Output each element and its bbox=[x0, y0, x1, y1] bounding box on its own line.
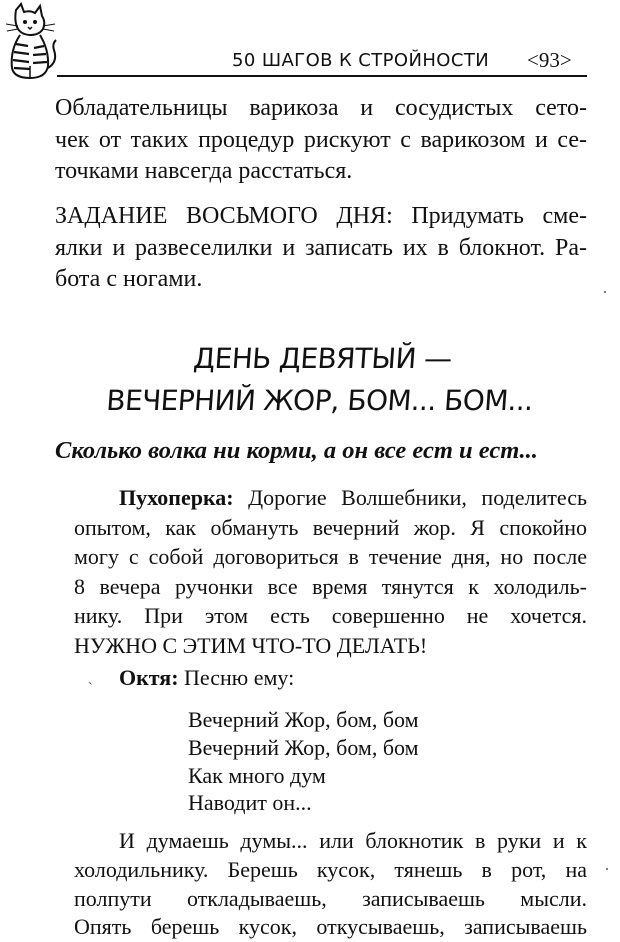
text-line bbox=[74, 483, 587, 513]
dialog-entry bbox=[74, 483, 587, 661]
text-line: бота с ногами. bbox=[55, 266, 203, 292]
text-line: нику. При этом есть совершенно не хочется. bbox=[74, 603, 587, 629]
text-line: ЗАДАНИЕ ВОСЬМОГО ДНЯ: Придумать сме- bbox=[55, 203, 587, 229]
text-line: могу с собой договориться в течение дня, но после bbox=[74, 544, 587, 570]
song-verse bbox=[188, 706, 419, 817]
task-paragraph bbox=[55, 201, 587, 296]
verse-line: Вечерний Жор, бом, бом bbox=[188, 734, 419, 760]
text-line: Обладательницы варикоза и сосудистых сето- bbox=[55, 95, 587, 121]
chapter-title-line: ДЕНЬ ДЕВЯТЫЙ — bbox=[192, 342, 453, 375]
text-line: Опять берешь кусок, откусываешь, записываешь bbox=[74, 914, 587, 940]
dialog-text: Дорогие Волшебники, поделитесь bbox=[233, 485, 587, 510]
text-line: холодильнику. Берешь кусок, тянешь в рот, на bbox=[74, 856, 587, 882]
scan-speck bbox=[606, 868, 608, 870]
dialog-entry bbox=[74, 663, 587, 693]
chapter-title bbox=[52, 338, 590, 422]
speaker-name: Октя: bbox=[119, 665, 179, 690]
text-line: 8 вечера ручонки все время тянутся к холодиль- bbox=[74, 573, 587, 599]
dialog-text: Песню ему: bbox=[178, 665, 295, 690]
speaker-name: Пухоперка: bbox=[119, 485, 234, 510]
margin-mark: ˴ bbox=[88, 675, 93, 690]
header-title: 50 ШАГОВ К СТРОЙНОСТИ bbox=[232, 50, 490, 71]
closing-paragraph bbox=[74, 827, 587, 942]
text-line: полпути откладываешь, записываешь мысли. bbox=[74, 885, 587, 911]
text-line: опытом, как обмануть вечерний жор. Я спокойно bbox=[74, 514, 587, 540]
text-line: чек от таких процедур рискуют с варикозом и се- bbox=[55, 126, 587, 153]
running-header bbox=[0, 44, 620, 78]
text-line: НУЖНО С ЭТИМ ЧТО-ТО ДЕЛАТЬ! bbox=[74, 632, 428, 658]
text-line: И думаешь думы... или блокнотик в руки и к bbox=[119, 828, 587, 853]
page-number: <93> bbox=[527, 48, 572, 72]
text-line: точками навсегда расстаться. bbox=[55, 158, 353, 184]
chapter-title-line: ВЕЧЕРНИЙ ЖОР, БОМ... БОМ... bbox=[105, 384, 534, 417]
verse-line: Наводит он... bbox=[188, 790, 312, 816]
verse-line: Как много дум bbox=[188, 762, 326, 788]
header-rule bbox=[57, 75, 587, 77]
text-line: ялки и развеселилки и записать их в блокнот. Ра- bbox=[55, 234, 587, 261]
scan-speck bbox=[604, 291, 606, 293]
intro-paragraph bbox=[55, 93, 587, 188]
epigraph: Сколько волка ни корми, а он все ест и ест... bbox=[55, 437, 538, 464]
verse-line: Вечерний Жор, бом, бом bbox=[188, 707, 419, 732]
